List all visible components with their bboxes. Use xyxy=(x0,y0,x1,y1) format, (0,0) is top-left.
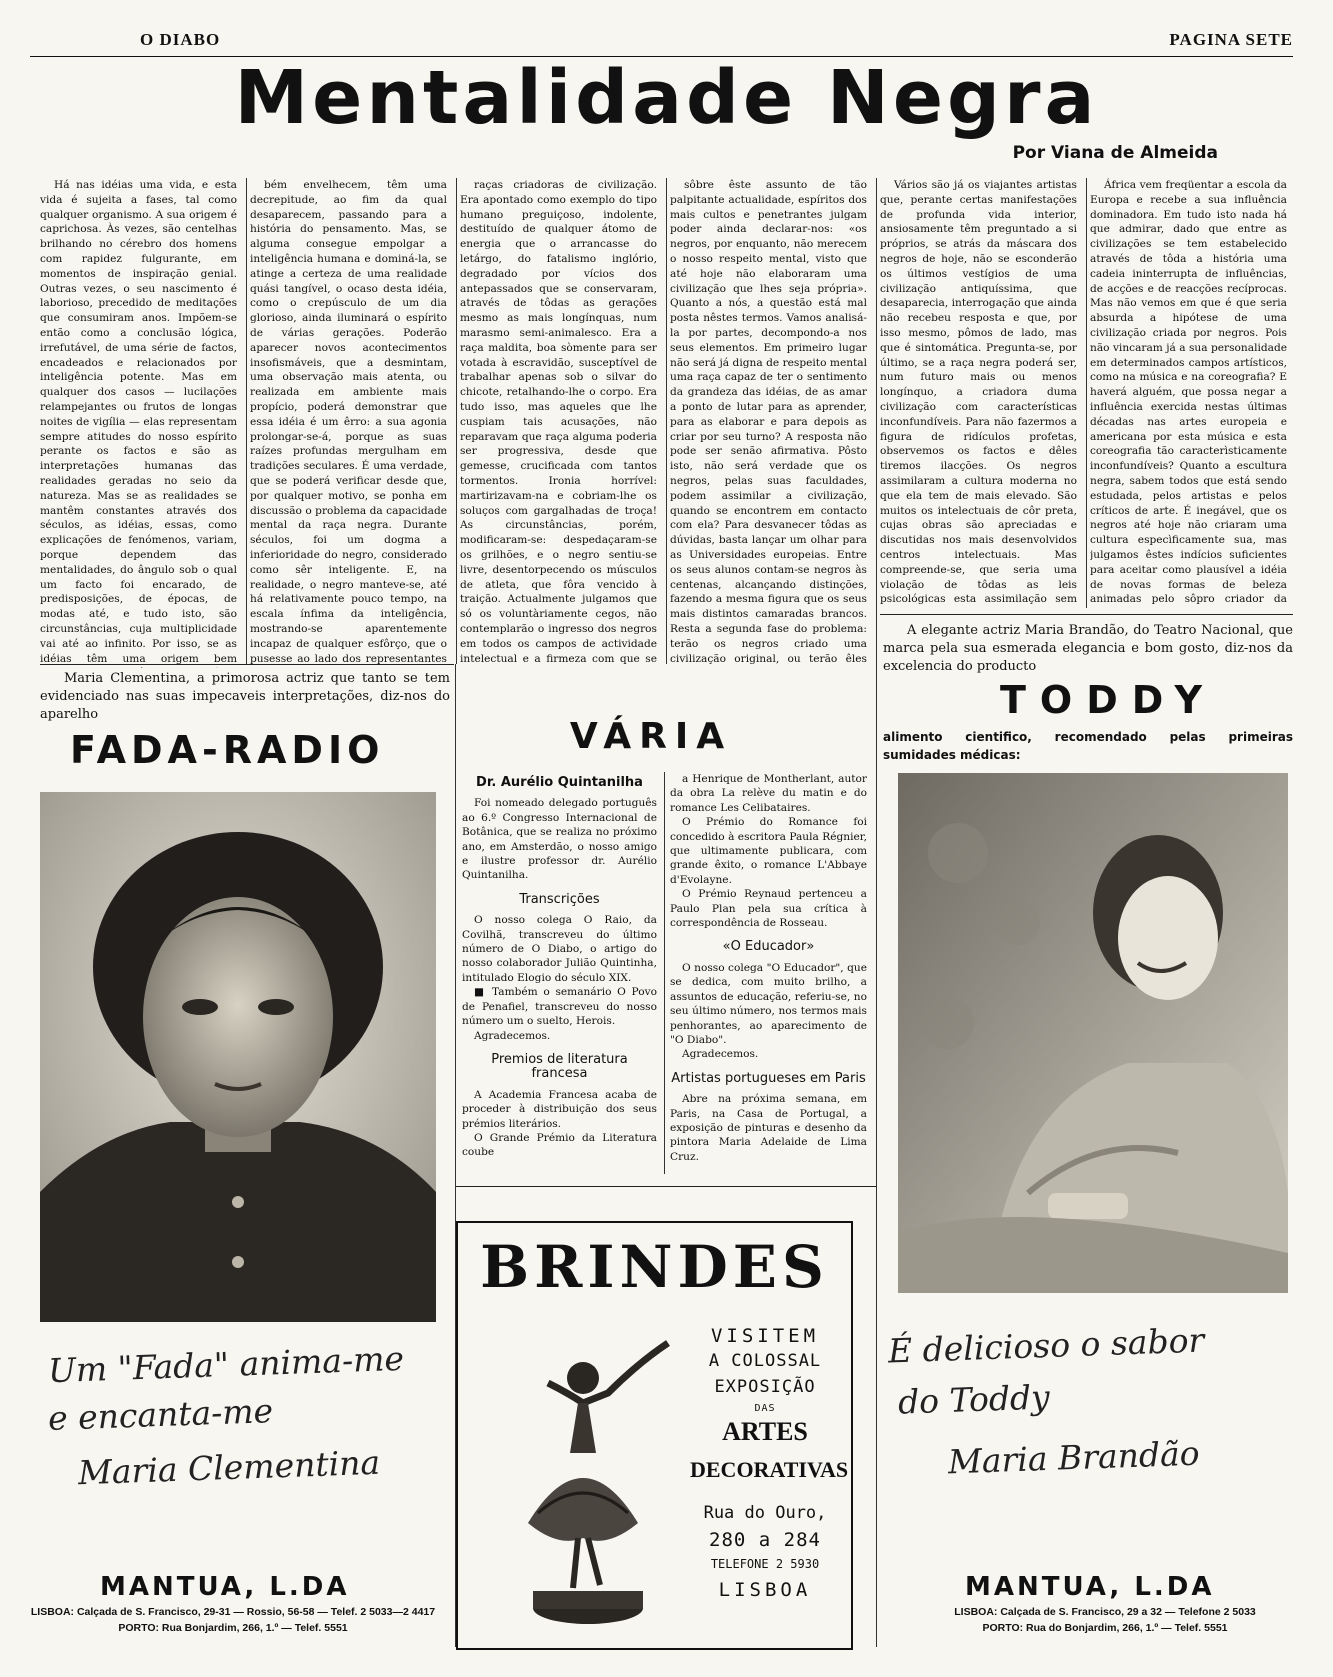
section-divider xyxy=(456,1186,876,1187)
brindes-title: BRINDES xyxy=(480,1233,829,1301)
brindes-line: A COLOSSAL xyxy=(708,1351,822,1371)
article-title: Mentalidade Negra xyxy=(234,55,1099,141)
fada-signature-line-2: e encanta-me xyxy=(47,1391,274,1438)
brindes-line: TELEFONE 2 5930 xyxy=(710,1557,820,1571)
column-rule xyxy=(456,178,457,664)
fada-address-lisboa: LISBOA: Calçada de S. Francisco, 29-31 — Rossio, 56-58 — Telef. 2 5033—2 4417 xyxy=(30,1606,436,1618)
dancer-figurine-image xyxy=(488,1323,688,1633)
masthead-left: O DIABO xyxy=(140,30,221,49)
column-rule xyxy=(876,178,877,664)
section-divider xyxy=(880,614,1293,615)
article-column-4: sôbre êste assunto de tão palpitante actualidade, espíritos dos mais cultos e penetrantes julgam poder ainda declarar-nos: «os negros, por enquanto, não merecem o nosso respeito mental, visto que até hoje não elaboraram uma civilização que lhes seja própria». Quanto a nós, a questão está mal posta nêstes termos. Vamos analisá-la por partes, decompondo-a nos seus elementos. Em primeiro lugar não será já digna de respeito mental uma raça capaz de ter o sentimento da grandeza das idéias, de as amar a ponto de lutar para as aprender, para as elaborar e para depois as criar por seu turno? A resposta não pode ser senão afirmativa. Pôsto isto, não será verdade que os negros, pelas suas faculdades, podem assimilar a civilização, quando se encontrem em contacto com ela? Para desvanecer tôdas as dúvidas, basta lançar um olhar para as Universidades europeias. Entre os seus alunos contam-se negros às centenas, alcançando distinções, fazendo a mesma figura que os seus mais distintos camaradas brancos. Resta a segunda fase do problema: terão os negros criado uma civilização original, ou terão êles xyxy=(670,179,867,665)
toddy-address-porto: PORTO: Rua do Bonjardim, 266, 1.º — Telef. 5551 xyxy=(982,1622,1228,1634)
fada-radio-brand: FADA-RADIO xyxy=(70,728,385,772)
brindes-line: LISBOA xyxy=(718,1579,812,1601)
fada-company: MANTUA, L.DA xyxy=(100,1572,350,1602)
column-rule xyxy=(876,614,877,1647)
brindes-line: EXPOSIÇÃO xyxy=(714,1377,816,1397)
toddy-signature-line-2: do Toddy xyxy=(897,1377,1051,1422)
page-number-label: PAGINA SETE xyxy=(1169,30,1293,49)
brindes-ad xyxy=(456,1221,853,1650)
fada-caption: Maria Clementina, a primorosa actriz que tanto se tem evidenciado nas suas impecaveis interpretações, diz-nos do aparelho xyxy=(40,671,450,722)
brindes-line: DECORATIVAS xyxy=(690,1457,849,1482)
article-column-5: Vários são já os viajantes artistas que, perante certas manifestações de profunda vida interior, ansiosamente têm preguntado a si próprios, se atrás da máscara dos negros de hoje, não se esconderão os últimos vestígios de uma civilização antiquíssima, que desaparecia, interrogação que ainda não recebeu resposta e que, por isso mesmo, pômos de lado, mas que é sintomática. Pregunta-se, por último, se a raça negra poderá ser, num futuro mais ou menos longínquo, a criadora duma civilização com características inconfundíveis. Para não fazermos a figura de ridículos profetas, observemos os factos e dêles tiremos ilacções. Os negros assimilaram a cultura moderna no que ela tem de mais elevado. São muitos os intelectuais de côr preta, cujas obras são apreciadas e discutidas nos mais desenvolvidos centros intelectuais. Mas compreende-se, que seria uma violação de tôdas as leis psicológicas esta assimilação sem xyxy=(880,179,1077,606)
article-column-1: Há nas idéias uma vida, e esta vida é sujeita a fases, tal como qualquer organismo. A sua origem é caprichosa. Às vezes, são centelhas brilhando no cérebro dos homens com rapidez fulgurante, em momentos de inspiração genial. Outras vezes, o seu nascimento é laborioso, precedido de meditações que consumiram anos. Impõem-se então como a conclusão lógica, irrefutável, de uma série de factos, encadeados e relacionados por inteligência potente. Mas em qualquer dos casos — lucilações relampejantes ou frutos de longas noites de vigília — elas representam sempre atitudes do nosso espírito perante os factos e são as interpretações humanas das realidades geradas no seio da natureza. Mas se as realidades se mantêm constantes através dos séculos, as idéias, essas, como explicações de fenómenos, variam, porque dependem das mentalidades, do ângulo sob o qual um facto foi encarado, de predisposições, de épocas, de modas até, e tudo isto, são circunstâncias, cuja multiplicidade vai até ao infinito. Por isso, se as idéias têm uma origem bem xyxy=(40,179,237,665)
toddy-signature-line-1: É delicioso o sabor xyxy=(887,1320,1205,1371)
section-divider xyxy=(40,664,454,665)
fada-signature-line-1: Um "Fada" anima-me xyxy=(47,1338,405,1391)
toddy-company: MANTUA, L.DA xyxy=(965,1572,1215,1602)
toddy-subcaption: alimento cientifico, recomendado pelas primeiras sumidades médicas: xyxy=(883,730,1293,762)
toddy-caption: A elegante actriz Maria Brandão, do Teatro Nacional, que marca pela sua esmerada elegancia e bom gosto, diz-nos da excelencia do producto xyxy=(883,623,1293,674)
toddy-signature-name: Maria Brandão xyxy=(947,1433,1201,1482)
varia-heading: «O Educador» xyxy=(722,939,815,955)
varia-left-column: Dr. Aurélio Quintanilha Foi nomeado delegado português ao 6.º Congresso Internacional de Botânica, que se realiza no próximo ano, em Amsterdão, o nosso amigo e ilustre professor dr. Aurélio Quintanilha. Transcrições O nosso colega O Raio, da Covilhã, transcreveu do último número de O Diabo, o artigo do nosso colaborador Julião Quintinha, intitulado Elogio do século XIX. ■ Também o semanário O Povo de Penafiel, transcreveu do nosso número um o suelto, Herois. Agradecemos. Premios de literatura francesa A Academia Francesa acaba de proceder à distribuição dos seus prémios literários. O Grande Prémio da Literatura coube xyxy=(462,775,657,1159)
varia-heading: Dr. Aurélio Quintanilha xyxy=(476,775,643,790)
maria-brandao-photo xyxy=(898,773,1288,1293)
column-rule xyxy=(666,178,667,664)
toddy-address-lisboa: LISBOA: Calçada de S. Francisco, 29 a 32 — Telefone 2 5033 xyxy=(954,1606,1256,1618)
portrait-image xyxy=(40,792,436,1322)
brindes-line: DAS xyxy=(754,1403,776,1414)
brindes-line: 280 a 284 xyxy=(709,1529,821,1551)
column-rule xyxy=(664,772,665,1174)
portrait-image xyxy=(898,773,1288,1293)
maria-clementina-photo xyxy=(40,792,436,1322)
article-column-3: raças criadoras de civilização. Era apontado como exemplo do tipo humano preguiçoso, indolente, destituído de qualquer átomo de energia que o arrancasse do letárgo, do fatalismo inglório, degradado por vícios dos antepassados que se conservaram, através de tôdas as gerações mesmo as mais longínquas, num marasmo semi-animalesco. Era a raça maldita, boa sòmente para ser votada à escravidão, susceptível de trabalhar apenas sob o silvar do chicote, retalhando-lhe o corpo. Era tudo isso, mas aqueles que lhe cuspiam tais acusações, não reparavam que raça alguma poderia ser progressiva, desde que gemesse, crucificada com tantos tormentos. Ironia horrível: martirizavam-na e cobriam-lhe os soluços com gargalhadas de troça! As circunstâncias, porém, modificaram-se: despedaçaram-se os grilhões, e o negro sentiu-se livre, desentorpecendo os músculos de atleta, que fôra vencido à traição. Actualmente julgamos que só os voluntàriamente cegos, não contemplarão o ingresso dos negros em todos os campos de actividade intelectual e a firmeza com que se xyxy=(460,179,657,665)
varia-heading: Transcrições xyxy=(519,891,600,907)
brindes-line: Rua do Ouro, xyxy=(703,1503,827,1523)
article-byline: Por Viana de Almeida xyxy=(1012,143,1218,163)
brindes-line: ARTES xyxy=(722,1417,808,1446)
varia-heading: Artistas portugueses em Paris xyxy=(671,1070,866,1086)
varia-right-column: a Henrique de Montherlant, autor da obra La relève du matin e do romance Les Celibataires. O Prémio do Romance foi concedido à escritora Paula Régnier, que ultimamente publicara, com grande êxito, o romance L'Abbaye d'Evolayne. O Prémio Reynaud pertenceu a Paulo Plan pela sua crítica à correspondência de Rosseau. «O Educador» O nosso colega "O Educador", que se dedica, com muito brilho, a assuntos de educação, referiu-se, no seu último número, nos termos mais penhorantes, ao aparecimento de "O Diabo". Agradecemos. Artistas portugueses em Paris Abre na próxima semana, em Paris, na Casa de Portugal, a exposição de pinturas e desenho da pintora Maria Adelaide de Lima Cruz. xyxy=(670,773,867,1163)
varia-title: VÁRIA xyxy=(569,716,733,757)
article-column-2: bém envelhecem, têm uma decrepitude, ao fim da qual desaparecem, passando para a história do pensamento. Mas, se alguma consegue empolgar a inteligência humana e dominá-la, se atinge a certeza de uma realidade quási tangível, o ocaso desta idéia, como o crepúsculo de um dia glorioso, ainda iluminará o espírito de várias gerações. Poderão aparecer novos acontecimentos insofismáveis, que a desmintam, uma observação mais atenta, ou realizada em ambiente mais propício, poderá demonstrar que essa idéia é um êrro: a sua agonia prolongar-se-á, porque as suas raízes profundas mergulham em tradições seculares. É uma verdade, que se poderá verificar desde que, por qualquer motivo, se ponha em discussão o problema da capacidade mental da raça negra. Durante séculos, foi um dogma a inferioridade do negro, considerado como sêr inteligente. E, na realidade, o negro manteve-se, até há relativamente pouco tempo, na escala ínfima da inteligência, mostrando-se aparentemente incapaz de qualquer esfôrço, que o pusesse ao lado dos representantes xyxy=(250,179,447,665)
column-rule xyxy=(246,178,247,664)
fada-address-porto: PORTO: Rua Bonjardim, 266, 1.º — Telef. 5551 xyxy=(118,1622,348,1634)
column-rule xyxy=(1086,178,1087,608)
brindes-line: VISITEM xyxy=(710,1325,820,1347)
article-column-6: África vem freqüentar a escola da Europa e recebe a sua influência dominadora. Em tudo isto nada há que admirar, dado que entre as civilizações se tem estabelecido através de tôda a história uma cadeia ininterrupta de influências, de acções e de reacções recíprocas. Mas não vemos em que é que seria absurda a hipótese de uma civilização criada por negros. Pois não vincaram já a sua personalidade em determinados campos artísticos, como na música e na coreografia? E haverá alguém, que possa negar a influência exercida nestas últimas décadas nas artes europeia e americana por esta música e esta coreografia tão caracterìsticamente inconfundíveis? Quanto a escultura negra, sabem todos que está sendo estudada, pelos artistas e pelos críticos de arte. É inegável, que os negros até hoje não criaram uma cultura especìficamente sua, mas julgamos êstes indícios suficientes para aceitar como plausível a idéia de novas formas de beleza animadas pelo sôpro criador da xyxy=(1090,179,1287,606)
varia-heading: Premios de literatura francesa xyxy=(491,1051,628,1082)
toddy-brand: TODDY xyxy=(1000,678,1217,722)
fada-signature-name: Maria Clementina xyxy=(77,1442,381,1493)
